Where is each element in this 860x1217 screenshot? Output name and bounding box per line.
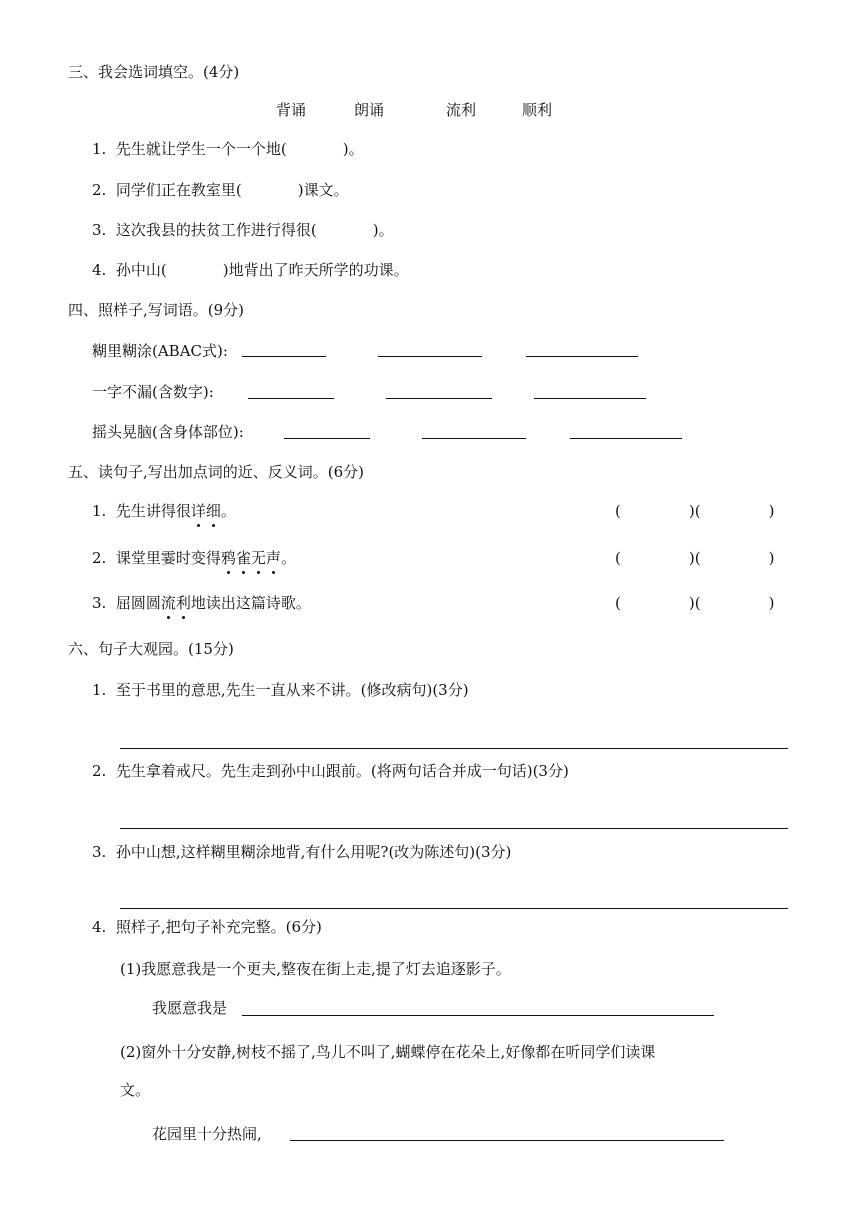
- choice-word: 朗诵: [354, 101, 385, 119]
- answer-line[interactable]: [526, 356, 638, 357]
- answer-line[interactable]: [248, 398, 334, 399]
- s6-question-2: [92, 761, 569, 781]
- answer-line[interactable]: [534, 398, 646, 399]
- question-number: 3.: [92, 594, 107, 612]
- question-number: 4.: [92, 918, 107, 936]
- s5-question-3: [92, 593, 311, 613]
- s3-question-1: [92, 139, 364, 159]
- question-text-after: 地读出这篇诗歌。: [190, 594, 311, 612]
- question-number: 2.: [92, 762, 107, 780]
- answer-line[interactable]: [378, 356, 482, 357]
- answer-line[interactable]: [120, 828, 788, 829]
- question-text: 照样子,把句子补充完整。(6分): [115, 918, 322, 936]
- question-text-after: 。: [280, 549, 296, 567]
- answer-line[interactable]: [422, 438, 526, 439]
- s4-row-2-label: 一字不漏(含数字):: [92, 383, 214, 401]
- answer-parentheses[interactable]: ( )( ): [615, 549, 775, 567]
- s4-row-3-label: 摇头晃脑(含身体部位):: [92, 423, 244, 441]
- choice-word: 背诵: [276, 101, 307, 119]
- s3-question-2: [92, 180, 349, 200]
- s6-question-4: [92, 917, 322, 937]
- s5-question-1: [92, 501, 236, 521]
- question-text-before: 这次我县的扶贫工作进行得很(: [115, 221, 317, 239]
- s6-question-1: [92, 680, 469, 700]
- answer-line[interactable]: [386, 398, 492, 399]
- section-3-title: 三、我会选词填空。(4分): [68, 63, 240, 81]
- s3-question-4: [92, 260, 409, 280]
- question-number: 2.: [92, 549, 107, 567]
- question-text-after: )课文。: [297, 181, 349, 199]
- question-text-before: 先生就让学生一个一个地(: [115, 140, 287, 158]
- s6-sub-2-example: (2)窗外十分安静,树枝不摇了,鸟儿不叫了,蝴蝶停在花朵上,好像都在听同学们读课: [120, 1043, 656, 1061]
- question-number: 3.: [92, 221, 107, 239]
- dotted-word: 详细: [190, 502, 221, 520]
- answer-line[interactable]: [290, 1140, 724, 1141]
- dotted-word: 鸦雀无声: [220, 549, 281, 567]
- question-number: 3.: [92, 843, 107, 861]
- s6-sub-1-example: (1)我愿意我是一个更夫,整夜在街上走,提了灯去追逐影子。: [120, 960, 511, 978]
- choice-word: 流利: [446, 101, 477, 119]
- question-text-before: 同学们正在教室里(: [115, 181, 242, 199]
- section-6-title: 六、句子大观园。(15分): [68, 640, 234, 658]
- question-text-after: 。: [220, 502, 236, 520]
- choice-word: 顺利: [522, 101, 553, 119]
- question-number: 1.: [92, 502, 107, 520]
- question-text-before: 课堂里霎时变得: [115, 549, 221, 567]
- question-text: 至于书里的意思,先生一直从来不讲。(修改病句)(3分): [115, 681, 469, 699]
- question-text-before: 孙中山(: [115, 261, 167, 279]
- question-text-after: )。: [342, 140, 364, 158]
- question-number: 4.: [92, 261, 107, 279]
- question-number: 1.: [92, 681, 107, 699]
- s6-question-3: [92, 842, 511, 862]
- question-text-before: 屈圆圆: [115, 594, 161, 612]
- question-number: 1.: [92, 140, 107, 158]
- s3-question-3: [92, 220, 394, 240]
- question-text: 孙中山想,这样糊里糊涂地背,有什么用呢?(改为陈述句)(3分): [115, 843, 512, 861]
- question-text-before: 先生讲得很: [115, 502, 191, 520]
- question-text-after: )。: [372, 221, 394, 239]
- s6-sub-2-example-cont: 文。: [120, 1081, 151, 1099]
- answer-line[interactable]: [284, 438, 370, 439]
- answer-line[interactable]: [242, 356, 326, 357]
- s4-row-1-label: 糊里糊涂(ABAC式):: [92, 342, 228, 360]
- question-text-after: )地背出了昨天所学的功课。: [222, 261, 409, 279]
- s6-sub-1-prompt: 我愿意我是: [152, 999, 228, 1017]
- answer-line[interactable]: [570, 438, 682, 439]
- dotted-word: 流利: [160, 594, 191, 612]
- answer-parentheses[interactable]: ( )( ): [615, 594, 775, 612]
- section-4-title: 四、照样子,写词语。(9分): [68, 301, 245, 319]
- question-text: 先生拿着戒尺。先生走到孙中山跟前。(将两句话合并成一句话)(3分): [115, 762, 569, 780]
- question-number: 2.: [92, 181, 107, 199]
- s5-question-2: [92, 548, 296, 568]
- answer-line[interactable]: [242, 1015, 714, 1016]
- answer-parentheses[interactable]: ( )( ): [615, 502, 775, 520]
- answer-line[interactable]: [120, 748, 788, 749]
- s6-sub-2-prompt: 花园里十分热闹,: [152, 1125, 262, 1143]
- section-5-title: 五、读句子,写出加点词的近、反义词。(6分): [68, 463, 365, 481]
- answer-line[interactable]: [120, 908, 788, 909]
